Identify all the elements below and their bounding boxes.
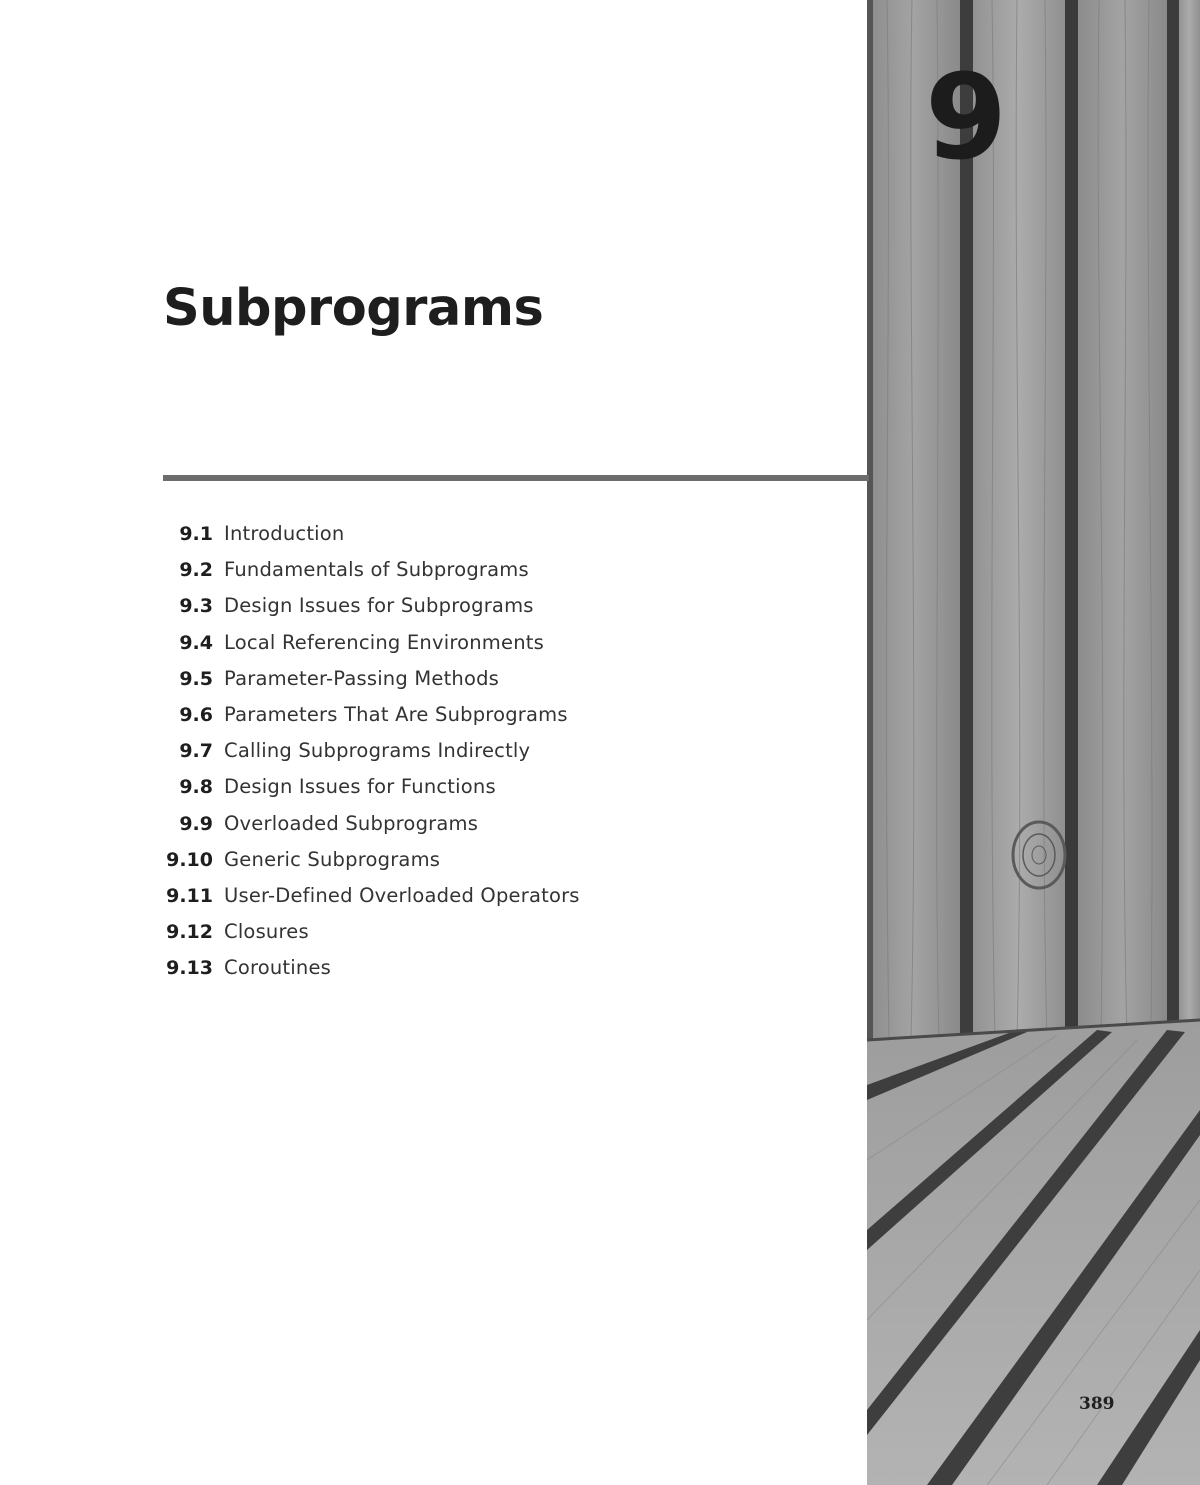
toc-item [163,631,580,667]
toc-section-number: 9.8 [179,776,213,799]
toc-section-number: 9.11 [166,884,213,907]
toc-section-title: Local Referencing Environments [224,630,544,654]
toc-item [163,920,580,956]
toc-item [163,775,580,811]
toc-section-title: Generic Subprograms [224,847,441,871]
title-divider [163,475,869,481]
toc-section-title: Design Issues for Subprograms [224,594,534,618]
toc-section-title: Design Issues for Functions [224,775,496,799]
chapter-title: Subprograms [163,279,544,338]
page-number: 389 [1079,1394,1115,1414]
toc-item [163,848,580,884]
toc-item [163,956,580,992]
toc-section-number: 9.12 [166,921,213,944]
toc-section-title: Overloaded Subprograms [224,811,479,835]
toc-item [163,703,580,739]
toc-section-number: 9.4 [179,631,213,654]
toc-section-title: Coroutines [224,956,332,980]
toc-section-title: User-Defined Overloaded Operators [224,883,580,907]
toc-section-title: Parameter-Passing Methods [224,666,500,690]
toc-section-number: 9.3 [179,595,213,618]
chapter-contents-list [163,522,580,992]
toc-item [163,558,580,594]
toc-item [163,884,580,920]
toc-item [163,594,580,630]
toc-section-number: 9.10 [166,848,213,871]
wood-plank-illustration [867,0,1200,1485]
toc-section-number: 9.7 [179,740,213,763]
toc-section-title: Calling Subprograms Indirectly [224,739,531,763]
toc-item [163,739,580,775]
toc-section-number: 9.13 [166,957,213,980]
toc-section-number: 9.6 [179,703,213,726]
toc-item [163,667,580,703]
toc-section-number: 9.2 [179,559,213,582]
toc-item [163,812,580,848]
toc-section-number: 9.1 [179,523,213,545]
toc-section-number: 9.5 [179,667,213,690]
toc-section-title: Closures [224,920,309,944]
toc-section-title: Introduction [224,522,345,545]
toc-item [163,522,580,558]
toc-section-number: 9.9 [179,812,213,835]
toc-section-title: Fundamentals of Subprograms [224,558,529,582]
chapter-number: 9 [925,48,1006,186]
toc-section-title: Parameters That Are Subprograms [224,702,568,726]
